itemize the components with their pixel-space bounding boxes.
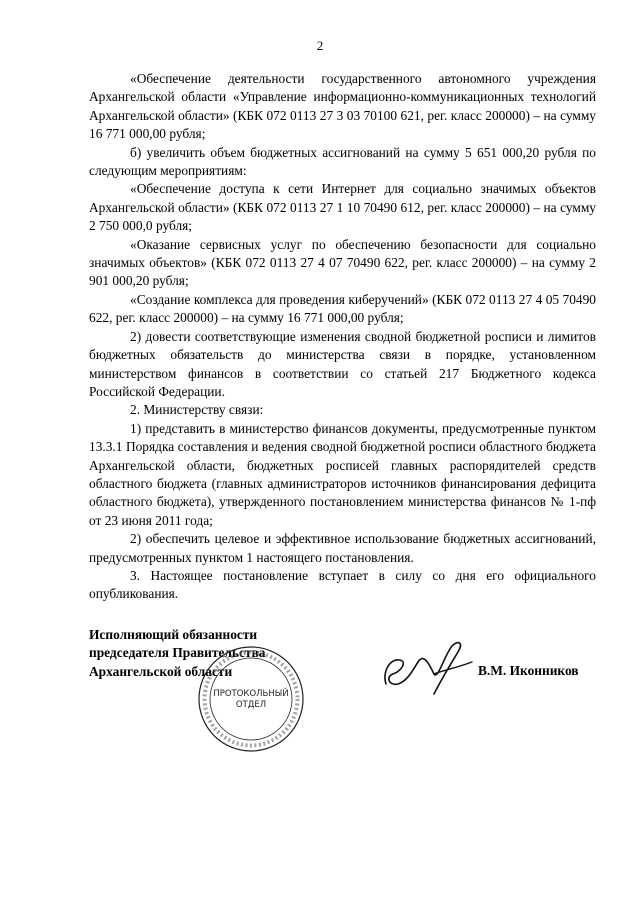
signatory-title-line: Архангельской области	[89, 663, 233, 679]
paragraph: «Обеспечение доступа к сети Интернет для социально значимых объектов Архангельской области» (КБК 072 0113 27 1 10 70490 612, рег. класс 200000) – на сумму 2 750 000,0 рубля;	[89, 181, 596, 234]
signer-name: В.М. Иконников	[478, 663, 579, 678]
paragraph: 2. Министерству связи:	[130, 402, 264, 418]
round-stamp	[196, 644, 306, 754]
stamp-text-1: ПРОТОКОЛЬНЫЙ	[213, 689, 289, 699]
paragraph: «Создание комплекса для проведения киберучений» (КБК 072 0113 27 4 05 70490 622, рег. класс 200000) – на сумму 16 771 000,00 рубля;	[89, 291, 596, 326]
page-number: 2	[316, 38, 324, 53]
paragraph: «Оказание сервисных услуг по обеспечению безопасности для социально значимых объектов» (КБК 072 0113 27 4 07 70490 622, рег. класс 200000) – на сумму 2 901 000,20 рубля;	[89, 236, 596, 289]
paragraph: 2) довести соответствующие изменения сводной бюджетной росписи и лимитов бюджетных обязательств до министерства связи в порядке, установленном министерством финансов в соответствии со статьей 217 Бюджетного кодекса Российской Федерации.	[89, 328, 596, 399]
paragraph: 2) обеспечить целевое и эффективное использование бюджетных ассигнований, предусмотренных пунктом 1 настоящего постановления.	[89, 531, 596, 565]
paragraph: 1) представить в министерство финансов документы, предусмотренные пунктом 13.3.1 Порядка составления и ведения сводной бюджетной росписи областного бюджета Архангельской области, бюджетных росписей главных распорядителей средств областного бюджета (главных администраторов источников финансирования дефицита областного бюджета), утвержденного постановлением министерства финансов № 1-пф от 23 июня 2011 года;	[89, 420, 596, 528]
signatory-title-line: Исполняющий обязанности	[89, 627, 258, 642]
paragraph: б) увеличить объем бюджетных ассигнований на сумму 5 651 000,20 рубля по следующим мероприятиям:	[89, 144, 596, 179]
document-body	[89, 70, 596, 604]
paragraph: 3. Настоящее постановление вступает в силу со дня его официального опубликования.	[89, 567, 596, 602]
handwritten-signature	[378, 638, 478, 696]
signatory-title-line: председателя Правительства	[89, 645, 266, 661]
paragraph: «Обеспечение деятельности государственного автономного учреждения Архангельской области «Управление информационно-коммуникационных технологий Архангельской области» (КБК 072 0113 27 3 03 70100 621, рег. класс 200000) – на сумму 16 771 000,00 рубля;	[89, 71, 596, 142]
stamp-text-2: ОТДЕЛ	[235, 700, 267, 710]
